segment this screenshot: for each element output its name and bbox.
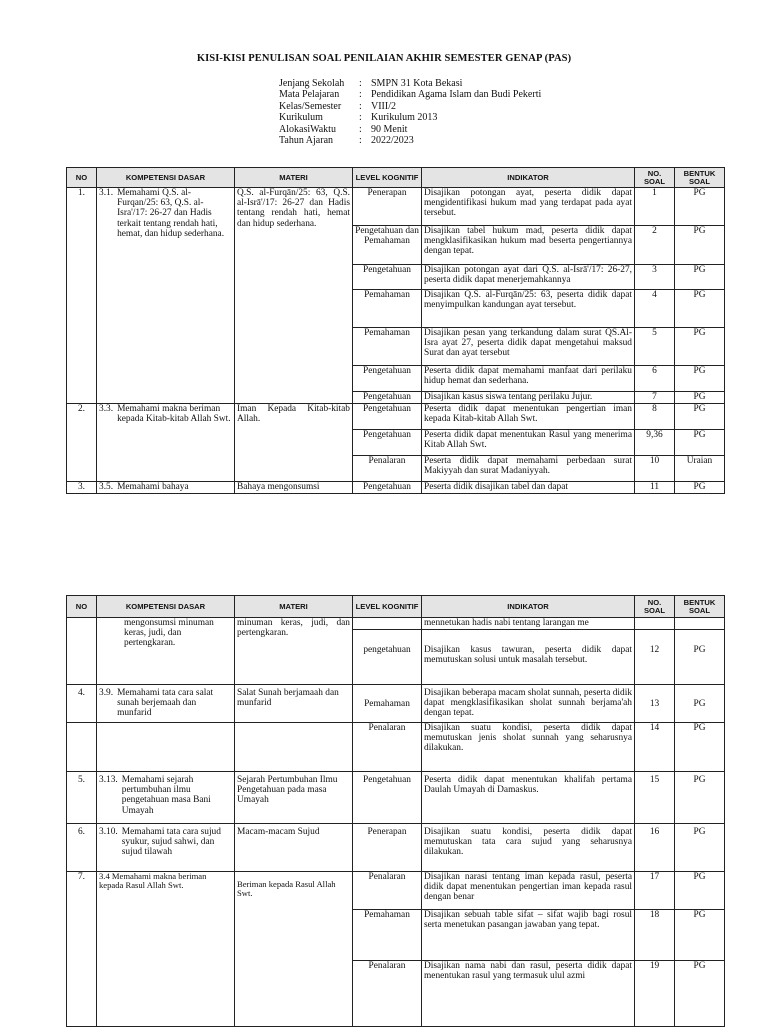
- cell-indikator: Peserta didik dapat menentukan pengertian iman kepada Kitab-kitab Allah Swt.: [422, 404, 635, 430]
- table-row: [67, 482, 725, 494]
- cell-no-soal: [635, 618, 675, 630]
- info-row-jenjang: [279, 78, 541, 89]
- info-colon: :: [359, 89, 362, 101]
- header-no: NO: [67, 168, 97, 188]
- kisi-table-page-1: [66, 167, 725, 494]
- info-label: Kurikulum: [279, 112, 323, 124]
- cell-no: [67, 618, 97, 685]
- cell-no-soal: 14: [635, 723, 675, 772]
- kd-number: 3.13.: [99, 775, 118, 785]
- cell-bentuk-soal: PG: [675, 872, 725, 910]
- header-materi: MATERI: [235, 168, 353, 188]
- table-row: [67, 404, 725, 430]
- cell-no-soal: 10: [635, 456, 675, 482]
- cell-bentuk-soal: PG: [675, 265, 725, 290]
- info-row-mapel: [279, 89, 541, 100]
- table-header-row: [67, 596, 725, 618]
- info-row-kelas: [279, 101, 541, 112]
- cell-kompetensi-dasar: [97, 685, 235, 723]
- info-value: VIII/2: [371, 100, 396, 112]
- cell-no: 6.: [67, 824, 97, 872]
- info-label: Tahun Ajaran: [279, 135, 334, 147]
- cell-level: pengetahuan: [353, 630, 422, 685]
- cell-level: Pemahaman: [353, 685, 422, 723]
- table-row: [67, 772, 725, 824]
- cell-materi: Bahaya mengonsumsi: [235, 482, 353, 494]
- cell-indikator: Disajikan kasus siswa tentang perilaku Jujur.: [422, 392, 635, 404]
- cell-materi: [235, 723, 353, 772]
- cell-bentuk-soal: PG: [675, 482, 725, 494]
- info-value: Pendidikan Agama Islam dan Budi Pekerti: [371, 89, 542, 101]
- header-no-soal: NO. SOAL: [635, 168, 675, 188]
- cell-level: Penalaran: [353, 723, 422, 772]
- cell-bentuk-soal: PG: [675, 328, 725, 366]
- kd-text: Memahami Q.S. al-Furqan/25: 63, Q.S. al-Isra'/17: 26-27 dan Hadis terkait tentang rendah hati, hemat, dan hidup sederhana.: [117, 188, 225, 239]
- cell-no-soal: 7: [635, 392, 675, 404]
- cell-bentuk-soal: PG: [675, 961, 725, 1027]
- info-label: AlokasiWaktu: [279, 123, 336, 135]
- info-colon: :: [359, 135, 362, 147]
- cell-no-soal: 5: [635, 328, 675, 366]
- cell-indikator: Peserta didik disajikan tabel dan dapat: [422, 482, 635, 494]
- cell-level: Pemahaman: [353, 290, 422, 328]
- cell-indikator: Disajikan narasi tentang iman kepada rasul, peserta didik dapat menentukan pengertian iman kepada rasul dengan benar: [422, 872, 635, 910]
- kd-number: 3.3.: [99, 404, 114, 414]
- header-indikator: INDIKATOR: [422, 168, 635, 188]
- cell-bentuk-soal: PG: [675, 226, 725, 265]
- info-label: Jenjang Sekolah: [279, 78, 345, 89]
- info-row-kurikulum: [279, 112, 541, 123]
- table-row: [67, 188, 725, 226]
- cell-level: Pemahaman: [353, 328, 422, 366]
- cell-bentuk-soal: PG: [675, 430, 725, 456]
- kd-text: Memahami sejarah pertumbuhan ilmu pengetahuan masa Bani Umayah: [121, 775, 211, 816]
- header-indikator: INDIKATOR: [422, 596, 635, 618]
- cell-materi: Q.S. al-Furqān/25: 63, Q.S. al-Isrā'/17: 26-27 dan Hadis tentang rendah hati, hemat dan hidup sederhana.: [235, 188, 353, 404]
- cell-no: [67, 723, 97, 772]
- document-title: KISI-KISI PENULISAN SOAL PENILAIAN AKHIR SEMESTER GENAP (PAS): [196, 53, 572, 64]
- cell-materi: Macam-macam Sujud: [235, 824, 353, 872]
- cell-no-soal: 11: [635, 482, 675, 494]
- cell-indikator: Disajikan potongan ayat dari Q.S. al-Isrā'/17: 26-27, peserta didik dapat menerjemahkannya: [422, 265, 635, 290]
- cell-no-soal: 12: [635, 630, 675, 685]
- header-level-kognitif: LEVEL KOGNITIF: [353, 596, 422, 618]
- kd-number: 3.9.: [99, 688, 114, 698]
- info-label: Kelas/Semester: [279, 100, 342, 112]
- cell-no-soal: 2: [635, 226, 675, 265]
- header-bentuk-soal: BENTUK SOAL: [675, 596, 725, 618]
- cell-materi: Salat Sunah berjamaah dan munfarid: [235, 685, 353, 723]
- info-value: 90 Menit: [371, 123, 408, 135]
- info-colon: :: [359, 100, 362, 112]
- cell-no: 7.: [67, 872, 97, 1027]
- cell-no-soal: 19: [635, 961, 675, 1027]
- cell-materi: Sejarah Pertumbuhan Ilmu Pengetahuan pada masa Umayah: [235, 772, 353, 824]
- header-level-kognitif: LEVEL KOGNITIF: [353, 168, 422, 188]
- header-kompetensi-dasar: KOMPETENSI DASAR: [97, 168, 235, 188]
- cell-bentuk-soal: PG: [675, 723, 725, 772]
- cell-level: Penalaran: [353, 872, 422, 910]
- table-header-row: [67, 168, 725, 188]
- cell-no: 2.: [67, 404, 97, 482]
- cell-materi: minuman keras, judi, dan pertengkaran.: [235, 618, 353, 685]
- cell-indikator: Disajikan beberapa macam sholat sunnah, peserta didik dapat mengklasifikasikan sholat sunnah berjama'ah dengan tepat.: [422, 685, 635, 723]
- cell-no: 4.: [67, 685, 97, 723]
- kisi-table-page-2: [66, 595, 725, 1027]
- cell-level: [353, 618, 422, 630]
- cell-bentuk-soal: PG: [675, 188, 725, 226]
- cell-indikator: Disajikan pesan yang terkandung dalam surat QS.Al-Isra ayat 27, peserta didik dapat mengetahui maksud Surat dan ayat tersebut: [422, 328, 635, 366]
- cell-level: Pengetahuan dan Pemahaman: [353, 226, 422, 265]
- kd-text: Memahami bahaya: [117, 482, 189, 492]
- cell-no-soal: 17: [635, 872, 675, 910]
- header-no: NO: [67, 596, 97, 618]
- cell-no-soal: 8: [635, 404, 675, 430]
- info-colon: :: [359, 78, 362, 89]
- cell-level: Penalaran: [353, 456, 422, 482]
- cell-level: Pengetahuan: [353, 772, 422, 824]
- cell-bentuk-soal: PG: [675, 404, 725, 430]
- cell-no: 1.: [67, 188, 97, 404]
- cell-indikator: Peserta didik dapat memahami perbedaan surat Makiyyah dan surat Madaniyyah.: [422, 456, 635, 482]
- document-info: [279, 78, 541, 146]
- cell-indikator: Peserta didik dapat menentukan Rasul yang menerima Kitab Allah Swt.: [422, 430, 635, 456]
- cell-kompetensi-dasar: [97, 723, 235, 772]
- cell-kompetensi-dasar: 3.4 Memahami makna beriman kepada Rasul Allah Swt.: [97, 872, 235, 1027]
- cell-kompetensi-dasar: mengonsumsi minuman keras, judi, dan pertengkaran.: [97, 618, 235, 685]
- cell-no: 5.: [67, 772, 97, 824]
- kd-number: 3.1.: [99, 188, 114, 198]
- cell-indikator: Disajikan suatu kondisi, peserta didik dapat memutuskan jenis sholat sunnah yang seharusnya dilakukan.: [422, 723, 635, 772]
- cell-level: Pengetahuan: [353, 482, 422, 494]
- cell-no-soal: 6: [635, 366, 675, 392]
- cell-no-soal: 15: [635, 772, 675, 824]
- cell-bentuk-soal: PG: [675, 910, 725, 961]
- cell-bentuk-soal: PG: [675, 824, 725, 872]
- info-row-tahun: [279, 135, 541, 146]
- cell-level: Pengetahuan: [353, 265, 422, 290]
- kd-text: Memahami tata cara sujud syukur, sujud sahwi, dan sujud tilawah: [121, 827, 221, 858]
- cell-indikator: Peserta didik dapat menentukan khalifah pertama Daulah Umayah di Damaskus.: [422, 772, 635, 824]
- cell-kompetensi-dasar: [97, 824, 235, 872]
- cell-bentuk-soal: [675, 618, 725, 630]
- cell-bentuk-soal: PG: [675, 290, 725, 328]
- header-kompetensi-dasar: KOMPETENSI DASAR: [97, 596, 235, 618]
- cell-no: 3.: [67, 482, 97, 494]
- cell-indikator: mennetukan hadis nabi tentang larangan me: [422, 618, 635, 630]
- cell-level: Pengetahuan: [353, 366, 422, 392]
- info-value: SMPN 31 Kota Bekasi: [371, 78, 463, 89]
- cell-indikator: Disajikan nama nabi dan rasul, peserta didik dapat menentukan rasul yang termasuk ulul azmi: [422, 961, 635, 1027]
- cell-indikator: Disajikan Q.S. al-Furqān/25: 63, peserta didik dapat menyimpulkan kandungan ayat tersebut.: [422, 290, 635, 328]
- kd-text: Memahami makna beriman kepada Kitab-kitab Allah Swt.: [117, 404, 231, 425]
- cell-no-soal: 4: [635, 290, 675, 328]
- cell-indikator: Disajikan kasus tawuran, peserta didik dapat memutuskan solusi untuk masalah tersebut.: [422, 630, 635, 685]
- kd-number: 3.10.: [99, 827, 118, 837]
- header-no-soal: NO. SOAL: [635, 596, 675, 618]
- cell-kompetensi-dasar: [97, 482, 235, 494]
- info-row-alokasi: [279, 124, 541, 135]
- info-value: Kurikulum 2013: [371, 112, 438, 124]
- info-colon: :: [359, 112, 362, 124]
- cell-no-soal: 13: [635, 685, 675, 723]
- info-colon: :: [359, 123, 362, 135]
- cell-indikator: Disajikan suatu kondisi, peserta didik dapat memutuskan tata cara sujud yang seharusnya dilakukan.: [422, 824, 635, 872]
- cell-level: Pengetahuan: [353, 430, 422, 456]
- cell-kompetensi-dasar: [97, 188, 235, 404]
- table-row: [67, 824, 725, 872]
- cell-level: Penalaran: [353, 961, 422, 1027]
- cell-materi: Iman Kepada Kitab-kitab Allah.: [235, 404, 353, 482]
- cell-bentuk-soal: PG: [675, 685, 725, 723]
- kd-number: 3.5.: [99, 482, 114, 492]
- cell-indikator: Disajikan potongan ayat, peserta didik dapat mengidentifikasi hukum mad yang terdapat pada ayat tersebut.: [422, 188, 635, 226]
- cell-no-soal: 16: [635, 824, 675, 872]
- cell-level: Penerapan: [353, 188, 422, 226]
- info-value: 2022/2023: [371, 135, 414, 147]
- cell-bentuk-soal: PG: [675, 366, 725, 392]
- cell-kompetensi-dasar: [97, 772, 235, 824]
- cell-level: Penerapan: [353, 824, 422, 872]
- cell-kompetensi-dasar: [97, 404, 235, 482]
- table-row: [67, 618, 725, 630]
- cell-no-soal: 3: [635, 265, 675, 290]
- cell-no-soal: 9,36: [635, 430, 675, 456]
- cell-indikator: Peserta didik dapat memahami manfaat dari perilaku hidup hemat dan sederhana.: [422, 366, 635, 392]
- cell-no-soal: 1: [635, 188, 675, 226]
- cell-level: Pengetahuan: [353, 404, 422, 430]
- kd-text: Memahami tata cara salat sunah berjemaah dan munfarid: [117, 688, 214, 719]
- table-row: [67, 685, 725, 723]
- table-row: [67, 872, 725, 910]
- cell-level: Pengetahuan: [353, 392, 422, 404]
- cell-indikator: Disajikan tabel hukum mad, peserta didik dapat mengklasifikasikan hukum mad beserta pengertiannya dengan tepat.: [422, 226, 635, 265]
- cell-no-soal: 18: [635, 910, 675, 961]
- cell-bentuk-soal: PG: [675, 630, 725, 685]
- cell-bentuk-soal: PG: [675, 772, 725, 824]
- info-label: Mata Pelajaran: [279, 89, 340, 101]
- cell-materi: Beriman kepada Rasul Allah Swt.: [235, 872, 353, 1027]
- table-row: [67, 723, 725, 772]
- header-bentuk-soal: BENTUK SOAL: [675, 168, 725, 188]
- cell-level: Pemahaman: [353, 910, 422, 961]
- cell-bentuk-soal: Uraian: [675, 456, 725, 482]
- cell-bentuk-soal: PG: [675, 392, 725, 404]
- cell-indikator: Disajikan sebuah table sifat – sifat wajib bagi rosul serta menetukan pasangan jawaban yang tepat.: [422, 910, 635, 961]
- header-materi: MATERI: [235, 596, 353, 618]
